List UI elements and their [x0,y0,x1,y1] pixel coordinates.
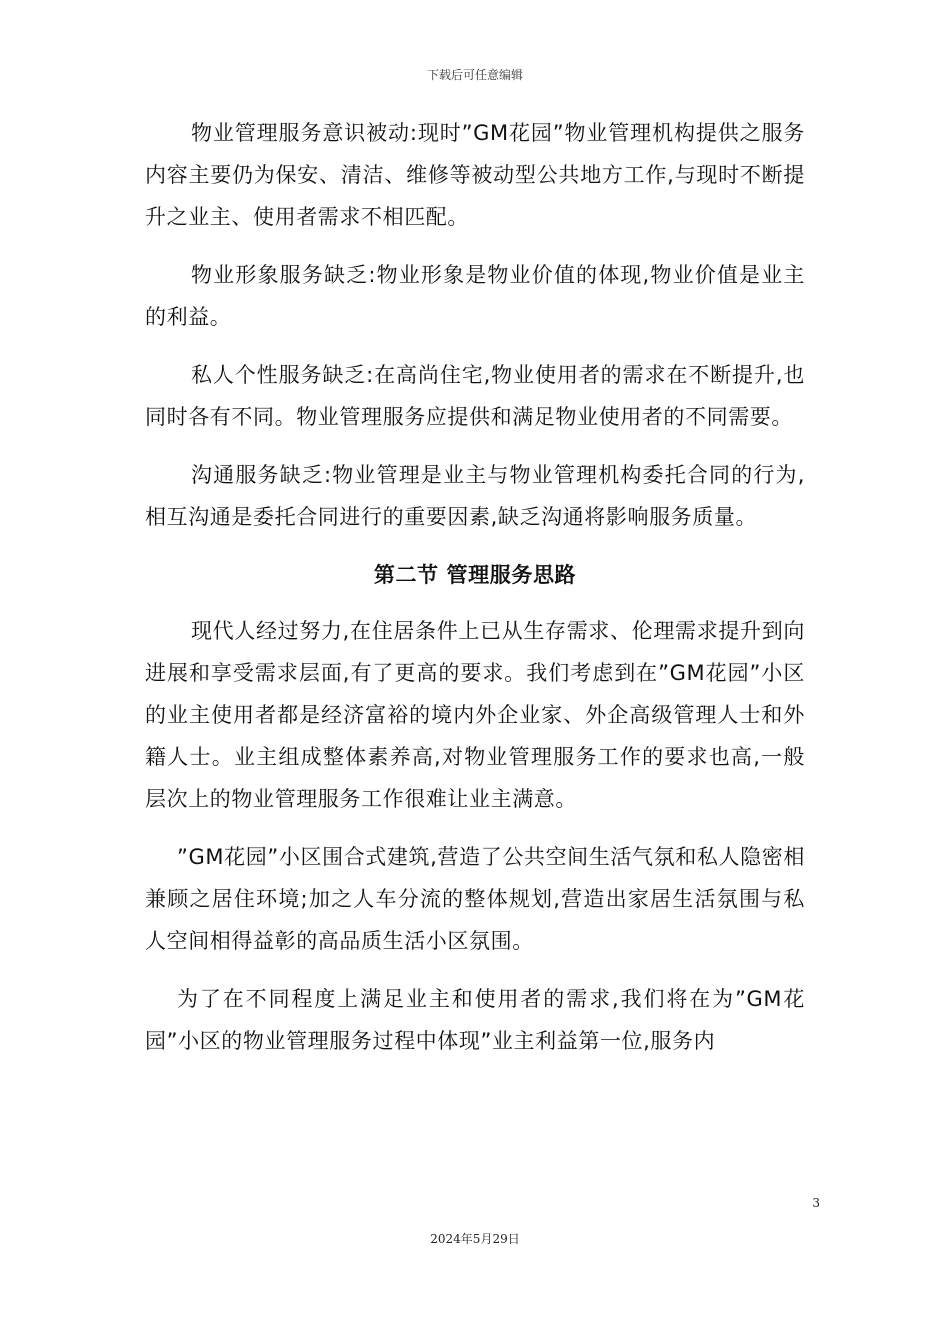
header-note: 下载后可任意编辑 [426,68,523,82]
section-title: 第二节 管理服务思路 [373,563,577,587]
page-number: 3 [812,1196,820,1210]
document-body [145,112,805,1078]
footer-date: 2024年5月29日 [430,1232,520,1246]
paragraph-image-service: 物业形象服务缺乏:物业形象是物业价值的体现,物业价值是业主的利益。 [145,263,805,329]
paragraph-enclosed-architecture: ”GM花园”小区围合式建筑,营造了公共空间生活气氛和私人隐密相兼顾之居住环境;加之人车分流的整体规划,营造出家居生活氛围与私人空间相得益彰的高品质生活小区氛围。 [145,845,805,953]
paragraph-owner-interest: 为了在不同程度上满足业主和使用者的需求,我们将在为”GM花园”小区的物业管理服务过程中体现”业主利益第一位,服务内 [145,987,805,1053]
paragraph-communication-service: 沟通服务缺乏:物业管理是业主与物业管理机构委托合同的行为,相互沟通是委托合同进行的重要因素,缺乏沟通将影响服务质量。 [145,463,805,529]
paragraph-modern-needs: 现代人经过努力,在住居条件上已从生存需求、伦理需求提升到向进展和享受需求层面,有了更高的要求。我们考虑到在”GM花园”小区的业主使用者都是经济富裕的境内外企业家、外企高级管理人士和外籍人士。业主组成整体素养高,对物业管理服务工作的要求也高,一般层次上的物业管理服务工作很难让业主满意。 [145,619,805,811]
paragraph-personal-service: 私人个性服务缺乏:在高尚住宅,物业使用者的需求在不断提升,也同时各有不同。物业管理服务应提供和满足物业使用者的不同需要。 [145,363,805,429]
paragraph-passive-service: 物业管理服务意识被动:现时”GM花园”物业管理机构提供之服务内容主要仍为保安、清洁、维修等被动型公共地方工作,与现时不断提升之业主、使用者需求不相匹配。 [145,121,805,229]
